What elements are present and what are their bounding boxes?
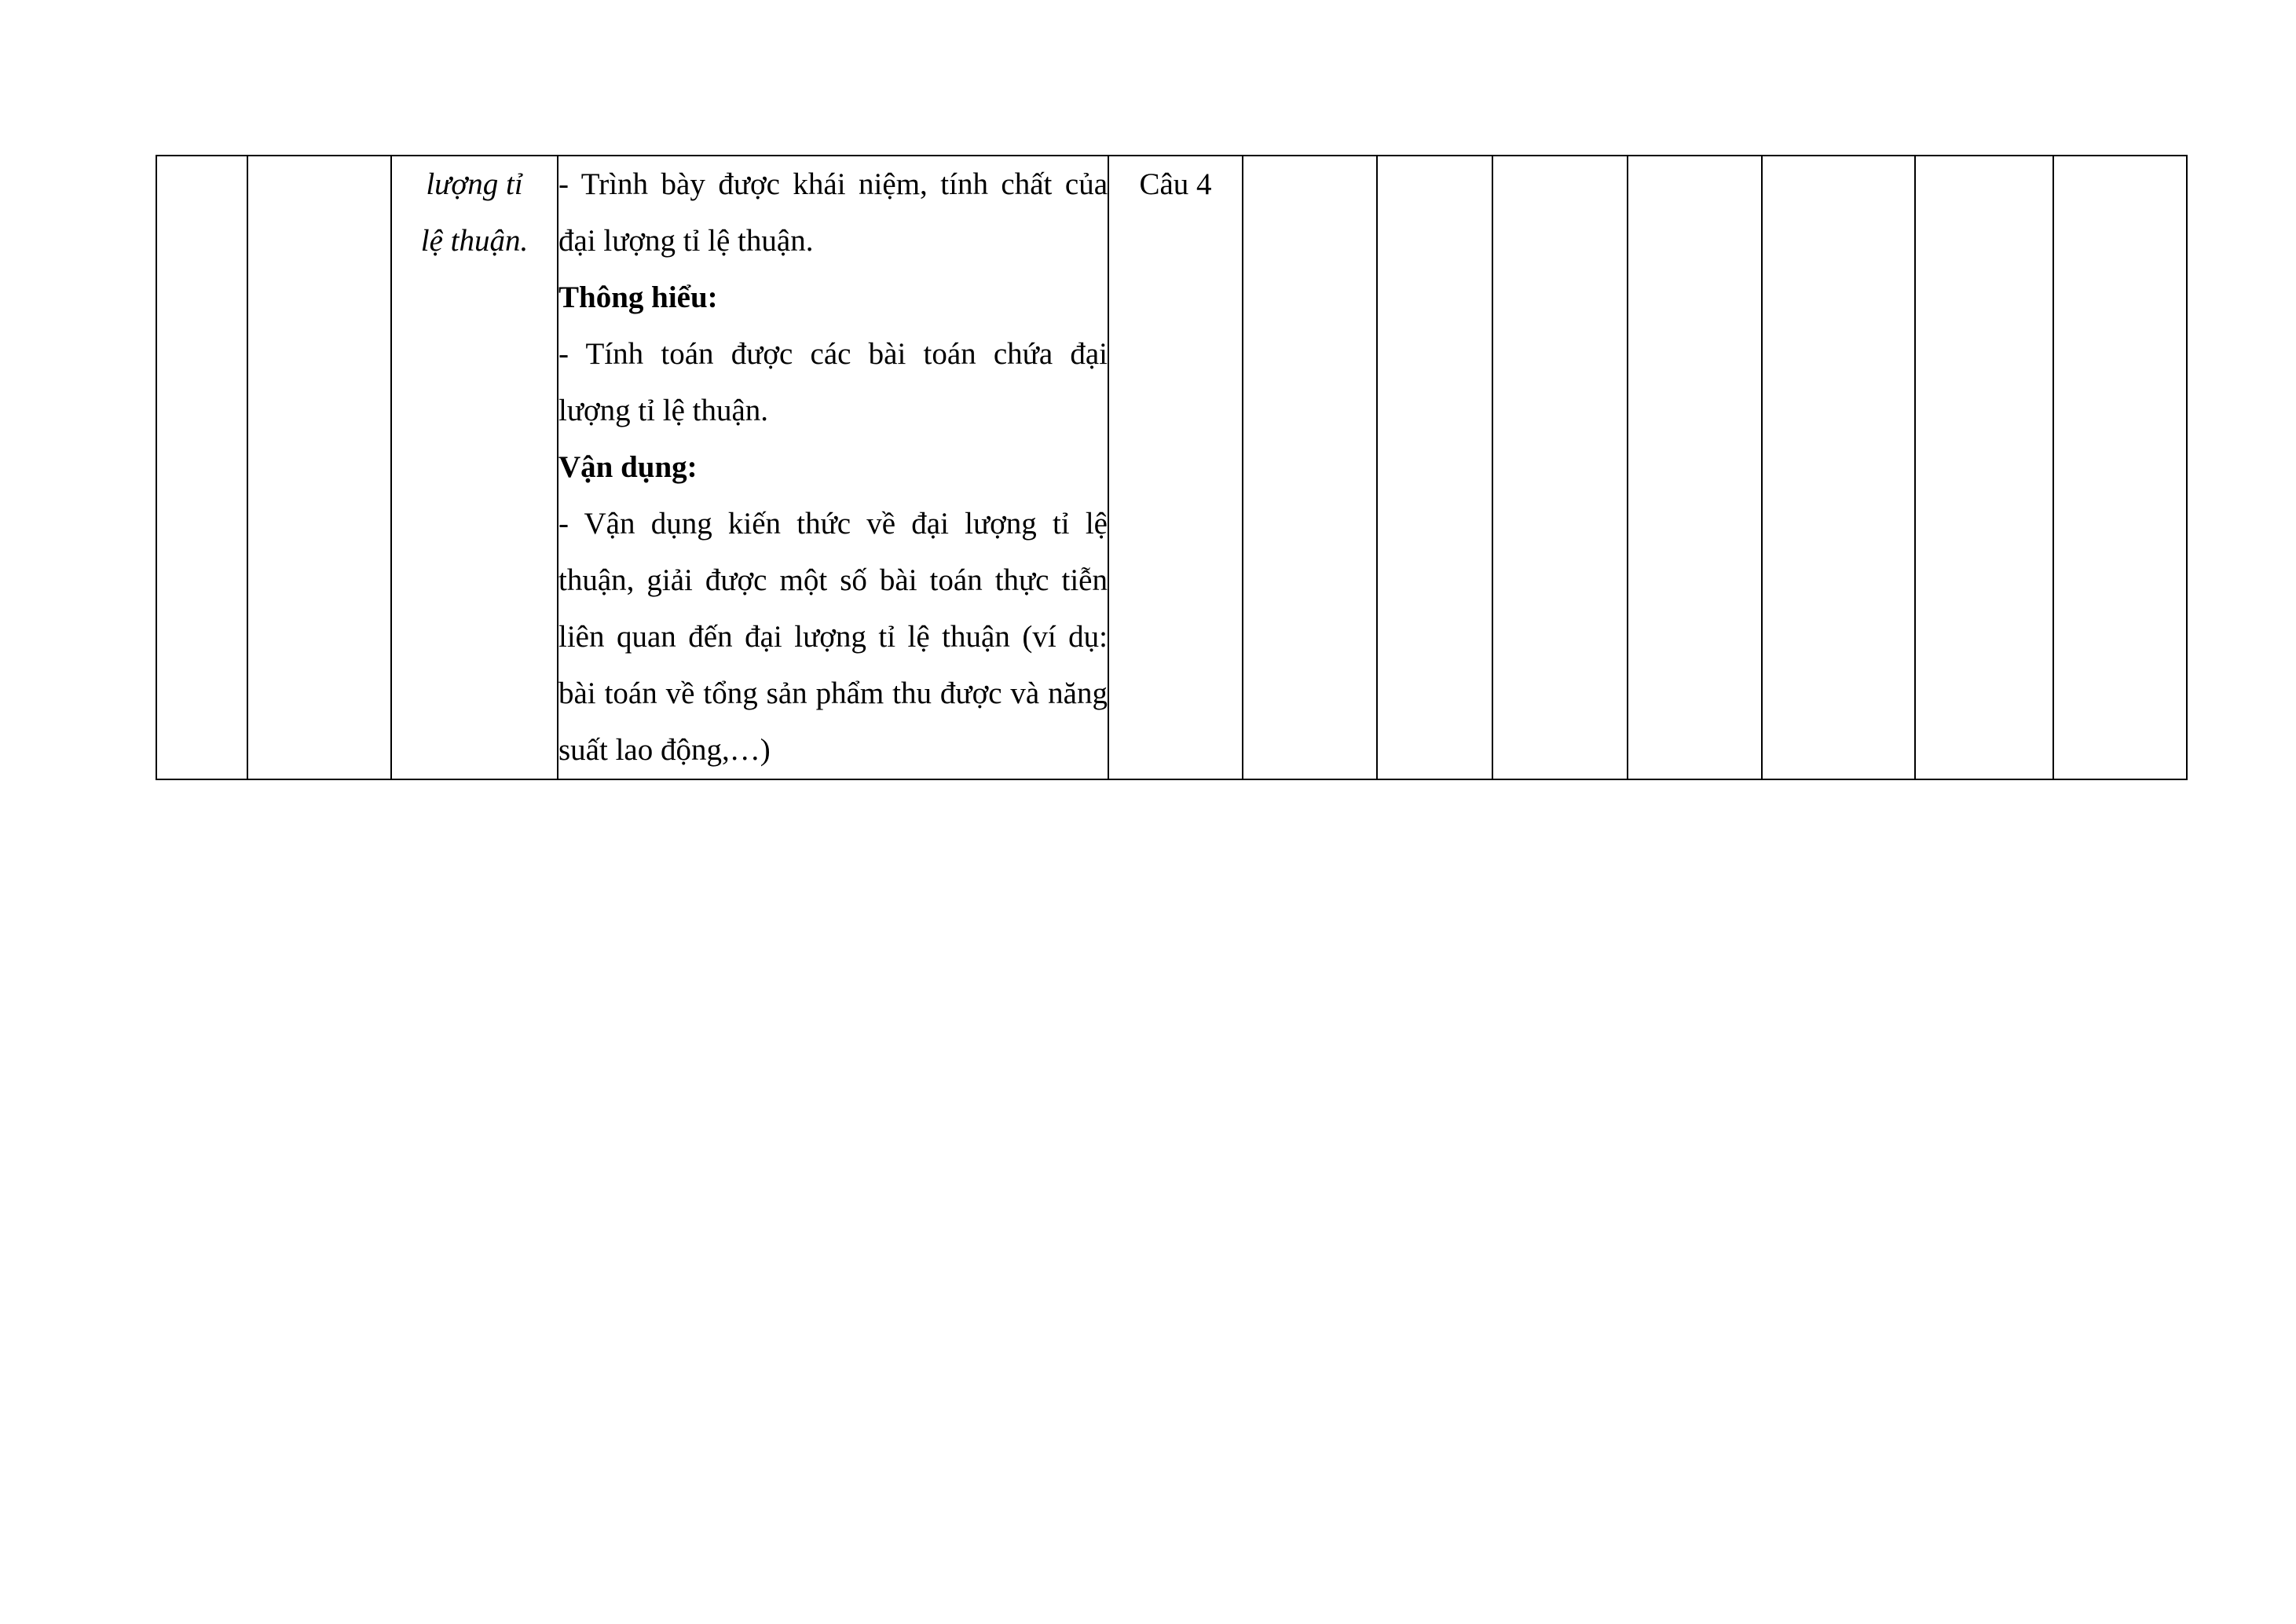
cell-description <box>558 156 1108 779</box>
cell-question: Câu 4 <box>1108 156 1243 779</box>
cell-chapter <box>247 156 391 779</box>
cell-empty <box>1628 156 1762 779</box>
cell-empty <box>2053 156 2187 779</box>
topic-line: lượng tỉ <box>426 167 523 201</box>
cell-empty <box>1243 156 1377 779</box>
cell-topic <box>391 156 558 779</box>
van-dung-heading: Vận dụng: <box>558 450 698 484</box>
thong-hieu-heading: Thông hiểu: <box>558 280 718 314</box>
cell-empty <box>1762 156 1915 779</box>
assessment-matrix-table <box>156 155 2188 780</box>
cell-empty <box>1377 156 1492 779</box>
topic-line: lệ thuận. <box>420 224 529 258</box>
table-row <box>156 156 2187 779</box>
cell-stt <box>156 156 247 779</box>
cell-empty <box>1915 156 2053 779</box>
thong-hieu-item: - Tính toán được các bài toán chứa đại lượng tỉ lệ thuận. <box>558 337 1108 427</box>
van-dung-item: - Vận dụng kiến thức về đại lượng tỉ lệ thuận, giải được một số bài toán thực tiễn liên quan đến đại lượng tỉ lệ thuận (ví dụ: bài toán về tổng sản phẩm thu được và năng suất lao động,…) <box>558 507 1108 767</box>
nhan-biet-item: - Trình bày được khái niệm, tính chất của đại lượng tỉ lệ thuận. <box>558 167 1108 258</box>
cell-empty <box>1492 156 1628 779</box>
